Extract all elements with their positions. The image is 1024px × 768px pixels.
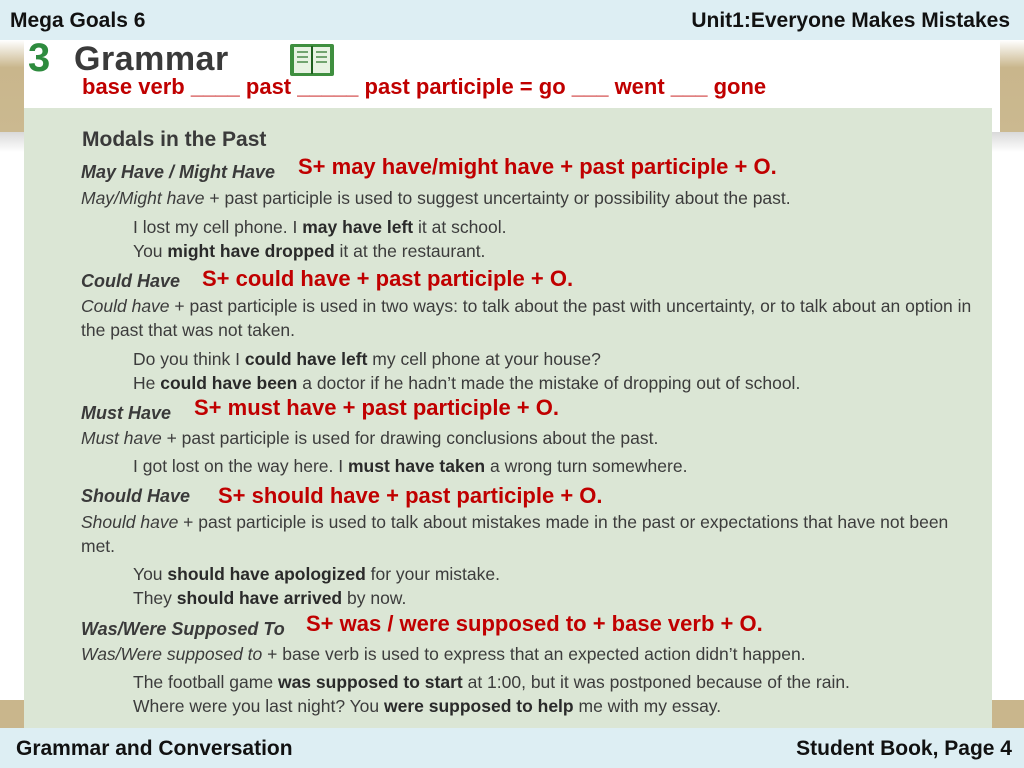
description-term: Could have <box>81 296 170 316</box>
description-may-might-have <box>81 186 981 210</box>
verb-forms-formula: base verb ____ past _____ past participle = go ___ went ___ gone <box>82 74 767 99</box>
header-unit-title: Unit1:Everyone Makes Mistakes <box>691 9 1010 32</box>
example-text: a doctor if he hadn’t made the mistake of dropping out of school. <box>297 373 801 393</box>
example-text: You <box>133 564 168 584</box>
example-highlight: could have been <box>160 373 298 393</box>
example-text: They <box>133 588 177 608</box>
example-highlight: might have dropped <box>167 241 335 261</box>
box-heading: Modals in the Past <box>82 128 267 151</box>
slide-header <box>0 0 1024 40</box>
example-text: me with my essay. <box>573 696 722 716</box>
formula-may-might-have: S+ may have/might have + past participle + O. <box>298 154 777 179</box>
subheading-must-have: Must Have <box>81 403 172 423</box>
section-title-text: Grammar <box>74 40 229 78</box>
description-text: + base verb is used to express that an expected action didn’t happen. <box>262 644 806 664</box>
subheading-was-were-supposed-to: Was/Were Supposed To <box>81 619 285 639</box>
example-text: at 1:00, but it was postponed because of the rain. <box>462 672 850 692</box>
subheading-could-have: Could Have <box>81 271 181 291</box>
section-number: 3 <box>28 36 51 80</box>
example-highlight: must have taken <box>347 456 486 476</box>
description-term: May/Might have <box>81 188 205 208</box>
formula-should-have: S+ should have + past participle + O. <box>218 483 603 508</box>
example-text: it at the restaurant. <box>334 241 486 261</box>
example-sentence <box>133 456 687 477</box>
example-text: I got lost on the way here. I <box>133 456 348 476</box>
example-text: The football game <box>133 672 278 692</box>
header-course-title: Mega Goals 6 <box>10 9 146 32</box>
footer-page-reference: Student Book, Page 4 <box>796 737 1012 760</box>
description-term: Should have <box>81 512 179 532</box>
example-text: my cell phone at your house? <box>367 349 601 369</box>
example-text: for your mistake. <box>365 564 500 584</box>
example-highlight: may have left <box>302 217 414 237</box>
example-text: by now. <box>342 588 407 608</box>
subheading-should-have: Should Have <box>81 486 191 506</box>
decor-shadow-left <box>0 132 24 152</box>
example-highlight: should have apologized <box>167 564 366 584</box>
formula-was-were-supposed-to: S+ was / were supposed to + base verb + O. <box>306 611 763 636</box>
example-text: Do you think I <box>133 349 245 369</box>
formula-must-have: S+ must have + past participle + O. <box>194 395 559 420</box>
description-text: + past participle is used for drawing conclusions about the past. <box>161 428 659 448</box>
example-text: You <box>133 241 168 261</box>
example-sentence <box>133 564 500 585</box>
decor-shadow-right <box>992 132 1024 152</box>
example-text: I lost my cell phone. I <box>133 217 303 237</box>
description-text: + past participle is used to suggest uncertainty or possibility about the past. <box>204 188 791 208</box>
description-term: Was/Were supposed to <box>81 644 263 664</box>
example-highlight: was supposed to start <box>277 672 463 692</box>
slide-footer <box>0 728 1024 768</box>
footer-section-title: Grammar and Conversation <box>16 737 293 760</box>
decor-band-left-bottom <box>0 700 24 728</box>
book-icon <box>288 42 336 78</box>
description-term: Must have <box>81 428 162 448</box>
description-could-have <box>81 294 981 342</box>
description-text: + past participle is used in two ways: to talk about the past with uncertainty, or to talk about an option in the past that was not taken. <box>81 296 972 340</box>
example-sentence <box>133 217 507 238</box>
description-was-were-supposed-to <box>81 642 981 666</box>
example-sentence <box>133 373 800 394</box>
example-text: Where were you last night? You <box>133 696 384 716</box>
example-text: He <box>133 373 161 393</box>
decor-band-right-bottom <box>992 700 1024 728</box>
example-sentence <box>133 241 485 262</box>
description-must-have <box>81 426 981 450</box>
example-sentence <box>133 349 601 370</box>
decor-band-left <box>0 40 24 132</box>
example-highlight: should have arrived <box>176 588 343 608</box>
description-text: + past participle is used to talk about mistakes made in the past or expectations that have not been met. <box>81 512 949 556</box>
example-sentence <box>133 672 850 693</box>
example-sentence <box>133 696 721 717</box>
example-text: a wrong turn somewhere. <box>485 456 688 476</box>
subheading-may-might-have: May Have / Might Have <box>81 162 276 182</box>
formula-could-have: S+ could have + past participle + O. <box>202 266 574 291</box>
decor-band-right <box>1000 40 1024 132</box>
example-sentence <box>133 588 406 609</box>
example-highlight: could have left <box>244 349 368 369</box>
example-text: it at school. <box>413 217 507 237</box>
description-should-have <box>81 510 981 558</box>
example-highlight: were supposed to help <box>384 696 574 716</box>
